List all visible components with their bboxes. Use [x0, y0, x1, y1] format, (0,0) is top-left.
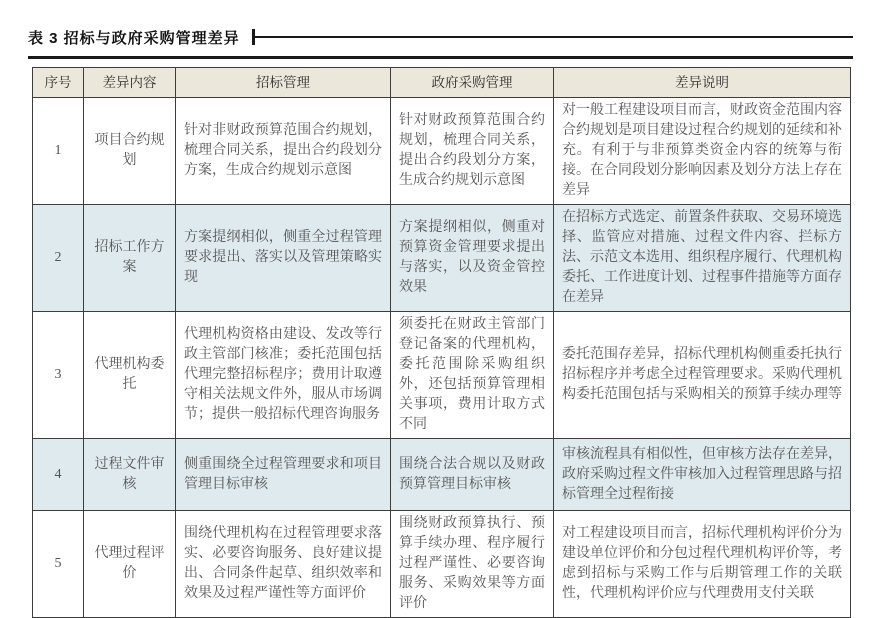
cell-content: 项目合约规划 — [84, 98, 176, 205]
title-bracket-line — [252, 29, 853, 45]
cell-explanation: 对工程建设项目而言，招标代理机构评价分为建设单位评价和分包过程代理机构评价等，考虑到招标与采购工作与后期管理工作的关联性，代理机构评价应与代理费用支付关联 — [554, 511, 851, 618]
header-cell-bidding: 招标管理 — [176, 68, 391, 98]
table-header-row — [33, 68, 851, 98]
cell-procurement: 围绕合法合规以及财政预算管理目标审核 — [391, 439, 554, 511]
cell-no: 5 — [33, 511, 84, 618]
table-row — [33, 439, 851, 511]
header-cell-no: 序号 — [33, 68, 84, 98]
cell-bidding: 围绕代理机构在过程管理要求落实、必要咨询服务、良好建议提出、合同条件起草、组织效率和效果及过程严谨性等方面评价 — [176, 511, 391, 618]
cell-explanation: 审核流程具有相似性，但审核方法存在差异，政府采购过程文件审核加入过程管理思路与招标管理全过程衔接 — [554, 439, 851, 511]
cell-no: 1 — [33, 98, 84, 205]
table-row — [33, 205, 851, 312]
cell-no: 3 — [33, 312, 84, 439]
page-title: 表 3 招标与政府采购管理差异 — [28, 29, 240, 47]
table-caption-row — [28, 27, 853, 47]
table-row — [33, 312, 851, 439]
table-row — [33, 98, 851, 205]
cell-procurement: 围绕财政预算执行、预算手续办理、程序履行过程严谨性、必要咨询服务、采购效果等方面评价 — [391, 511, 554, 618]
cell-procurement: 方案提纲相似，侧重对预算资金管理要求提出与落实，以及资金管控效果 — [391, 205, 554, 312]
cell-explanation: 在招标方式选定、前置条件获取、交易环境选择、监管应对措施、过程文件内容、拦标方法、示范文本选用、组织程序履行、代理机构委托、工作进度计划、过程事件措施等方面存在差异 — [554, 205, 851, 312]
title-rule-divider — [28, 56, 853, 59]
title-horizontal-line — [255, 36, 853, 38]
cell-bidding: 代理机构资格由建设、发改等行政主管部门核准；委托范围包括代理完整招标程序；费用计取遵守相关法规文件外，服从市场调节；提供一般招标代理咨询服务 — [176, 312, 391, 439]
cell-explanation: 委托范围存差异，招标代理机构侧重委托执行招标程序并考虑全过程管理要求。采购代理机构委托范围包括与采购相关的预算手续办理等 — [554, 312, 851, 439]
table-row — [33, 511, 851, 618]
header-cell-explanation: 差异说明 — [554, 68, 851, 98]
cell-content: 代理机构委托 — [84, 312, 176, 439]
cell-procurement: 须委托在财政主管部门登记备案的代理机构，委托范围除采购组织外，还包括预算管理相关事项，费用计取方式不同 — [391, 312, 554, 439]
cell-bidding: 方案提纲相似，侧重全过程管理要求提出、落实以及管理策略实现 — [176, 205, 391, 312]
cell-content: 过程文件审核 — [84, 439, 176, 511]
cell-procurement: 针对财政预算范围合约规划，梳理合同关系，提出合约段划分方案，生成合约规划示意图 — [391, 98, 554, 205]
cell-bidding: 针对非财政预算范围合约规划，梳理合同关系，提出合约段划分方案，生成合约规划示意图 — [176, 98, 391, 205]
header-cell-content: 差异内容 — [84, 68, 176, 98]
comparison-table — [32, 67, 851, 618]
header-cell-procurement: 政府采购管理 — [391, 68, 554, 98]
cell-content: 招标工作方案 — [84, 205, 176, 312]
cell-no: 2 — [33, 205, 84, 312]
cell-bidding: 侧重围绕全过程管理要求和项目管理目标审核 — [176, 439, 391, 511]
cell-explanation: 对一般工程建设项目而言，财政资金范围内容合约规划是项目建设过程合约规划的延续和补充。有利于与非预算类资金内容的统筹与衔接。在合同段划分影响因素及划分方法上存在差异 — [554, 98, 851, 205]
cell-no: 4 — [33, 439, 84, 511]
cell-content: 代理过程评价 — [84, 511, 176, 618]
